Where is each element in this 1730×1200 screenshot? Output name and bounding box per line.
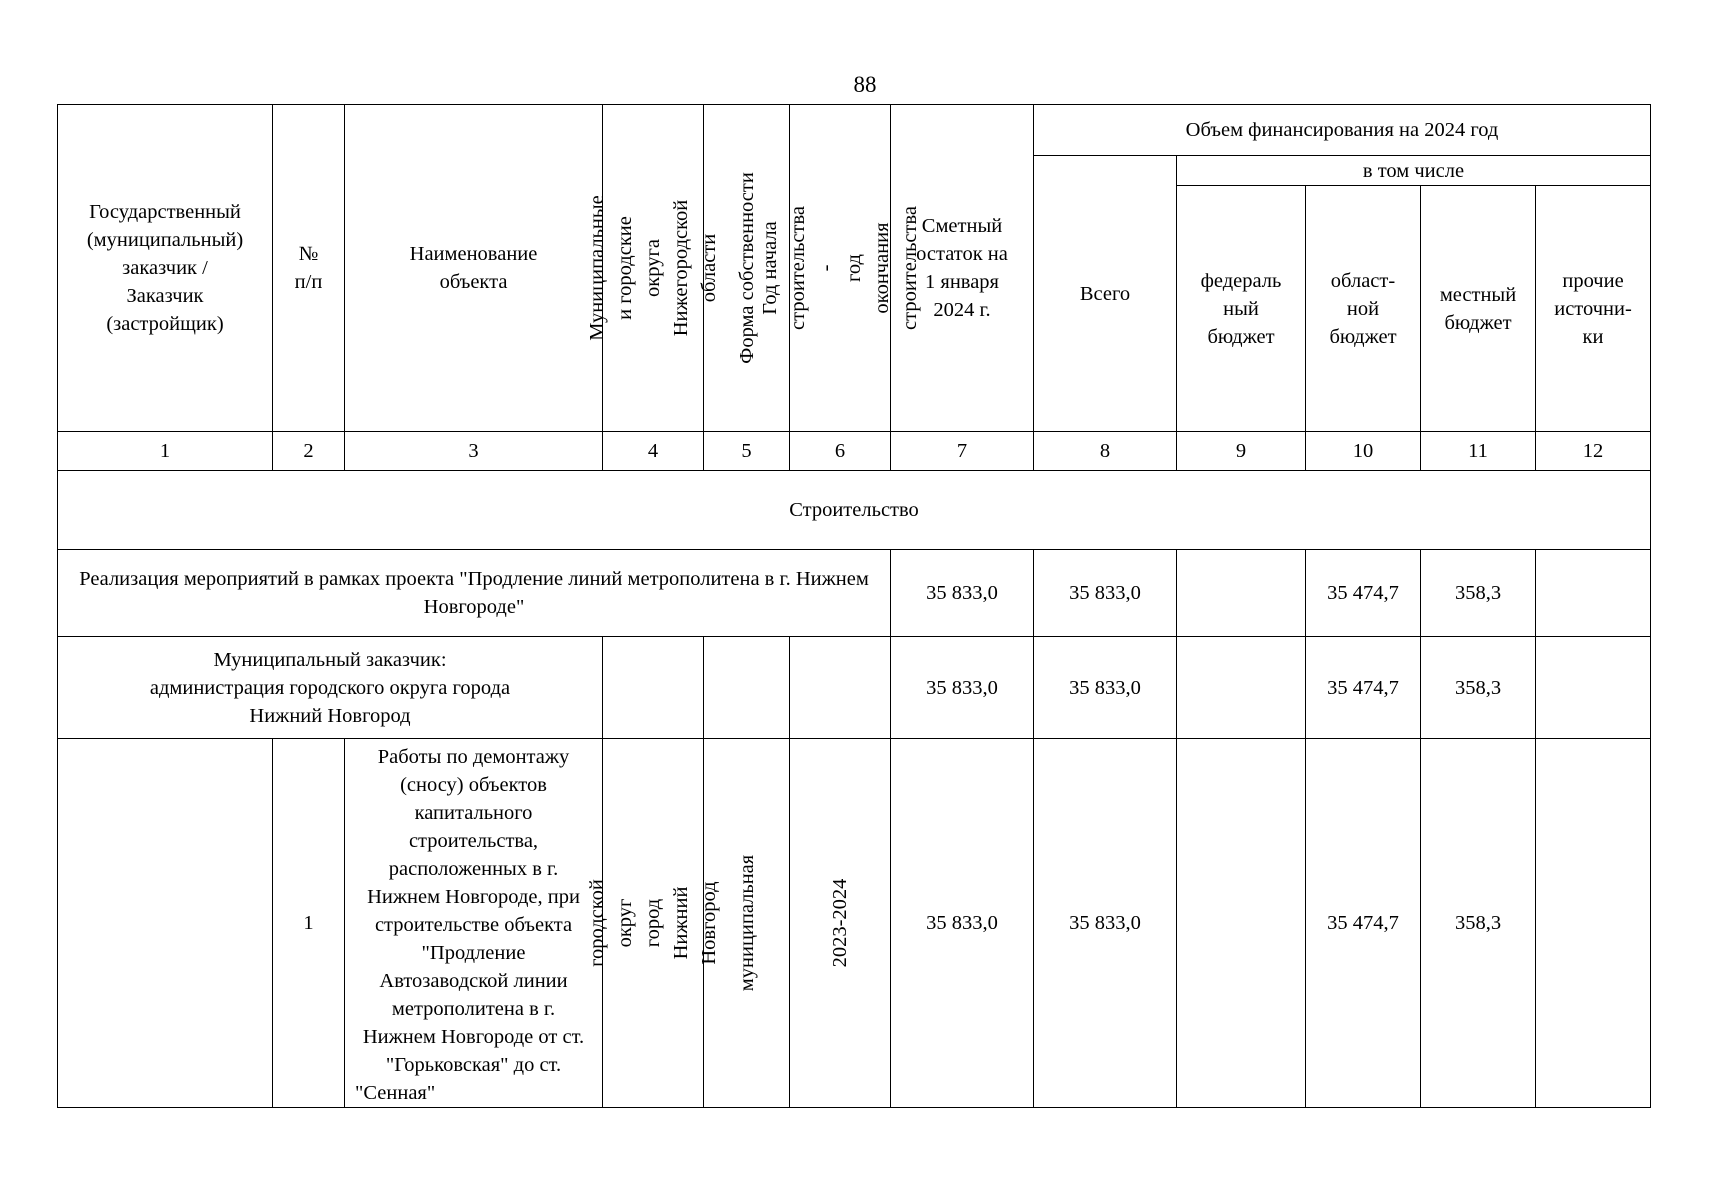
project-other — [1536, 550, 1651, 637]
customer-total: 35 833,0 — [1034, 637, 1177, 739]
item-estimate: 35 833,0 — [891, 739, 1034, 1108]
header-municipality-cell — [586, 105, 720, 432]
header-num: № п/п — [273, 105, 345, 432]
item-years: 2023-2024 — [829, 878, 851, 968]
column-number-row — [58, 432, 1651, 471]
item-total: 35 833,0 — [1034, 739, 1177, 1108]
item-ownership: муниципальная — [735, 854, 758, 992]
column-number: 8 — [1034, 432, 1177, 471]
column-number: 9 — [1177, 432, 1306, 471]
column-number: 4 — [603, 432, 704, 471]
header-customer: Государственный (муниципальный) заказчик / Заказчик (застройщик) — [58, 105, 273, 432]
project-regional: 35 474,7 — [1306, 550, 1421, 637]
column-number: 10 — [1306, 432, 1421, 471]
header-financing: Объем финансирования на 2024 год — [1034, 105, 1651, 156]
header-years: Год начала строительства - год окончания строительства — [759, 206, 921, 330]
header-total: Всего — [1034, 156, 1177, 432]
item-other — [1536, 739, 1651, 1108]
item-municipality-cell — [586, 739, 720, 1108]
section-row — [58, 471, 1651, 550]
customer-municipality — [603, 637, 704, 739]
header-ownership: Форма собственности — [735, 172, 758, 364]
item-municipality: городской округ город Нижний Новгород — [586, 879, 720, 967]
item-row — [58, 739, 1651, 1108]
header-other: прочие источни- ки — [1536, 186, 1651, 432]
column-number: 5 — [704, 432, 790, 471]
item-num: 1 — [273, 739, 345, 1108]
project-label: Реализация мероприятий в рамках проекта "Продление линий метрополитена в г. Нижнем Новгороде" — [58, 550, 891, 637]
column-number: 2 — [273, 432, 345, 471]
customer-regional: 35 474,7 — [1306, 637, 1421, 739]
column-number: 11 — [1421, 432, 1536, 471]
item-years-cell — [790, 739, 891, 1108]
header-object-name: Наименование объекта — [345, 105, 603, 432]
column-number: 6 — [790, 432, 891, 471]
header-federal: федераль ный бюджет — [1177, 186, 1306, 432]
page-number: 88 — [853, 72, 877, 97]
header-years-cell — [759, 105, 921, 432]
header-estimate: Сметный остаток на 1 января 2024 г. — [891, 105, 1034, 432]
customer-estimate: 35 833,0 — [891, 637, 1034, 739]
project-local: 358,3 — [1421, 550, 1536, 637]
header-municipality: Муниципальные и городские округа Нижегородской области — [586, 195, 720, 341]
column-number: 3 — [345, 432, 603, 471]
financing-table — [57, 104, 1651, 1108]
customer-years — [790, 637, 891, 739]
customer-row — [58, 637, 1651, 739]
section-title: Строительство — [58, 471, 1651, 550]
customer-local: 358,3 — [1421, 637, 1536, 739]
item-name: Работы по демонтажу (сносу) объектов капитального строительства, расположенных в г. Нижнем Новгороде, при строительстве объекта "Продление Автозаводской линии метрополитена в г. Нижнем Новгороде от ст. "Горьковская" до ст. "Сенная" — [345, 739, 603, 1108]
customer-ownership — [704, 637, 790, 739]
header-local: местный бюджет — [1421, 186, 1536, 432]
column-number: 1 — [58, 432, 273, 471]
column-number: 7 — [891, 432, 1034, 471]
customer-federal — [1177, 637, 1306, 739]
header-regional: област- ной бюджет — [1306, 186, 1421, 432]
project-estimate: 35 833,0 — [891, 550, 1034, 637]
item-customer — [58, 739, 273, 1108]
customer-label: Муниципальный заказчик: администрация городского округа города Нижний Новгород — [58, 637, 603, 739]
item-federal — [1177, 739, 1306, 1108]
item-local: 358,3 — [1421, 739, 1536, 1108]
customer-other — [1536, 637, 1651, 739]
column-number: 12 — [1536, 432, 1651, 471]
project-federal — [1177, 550, 1306, 637]
item-regional: 35 474,7 — [1306, 739, 1421, 1108]
header-including: в том числе — [1177, 156, 1651, 186]
project-total: 35 833,0 — [1034, 550, 1177, 637]
project-row — [58, 550, 1651, 637]
header-row-1 — [58, 105, 1651, 156]
